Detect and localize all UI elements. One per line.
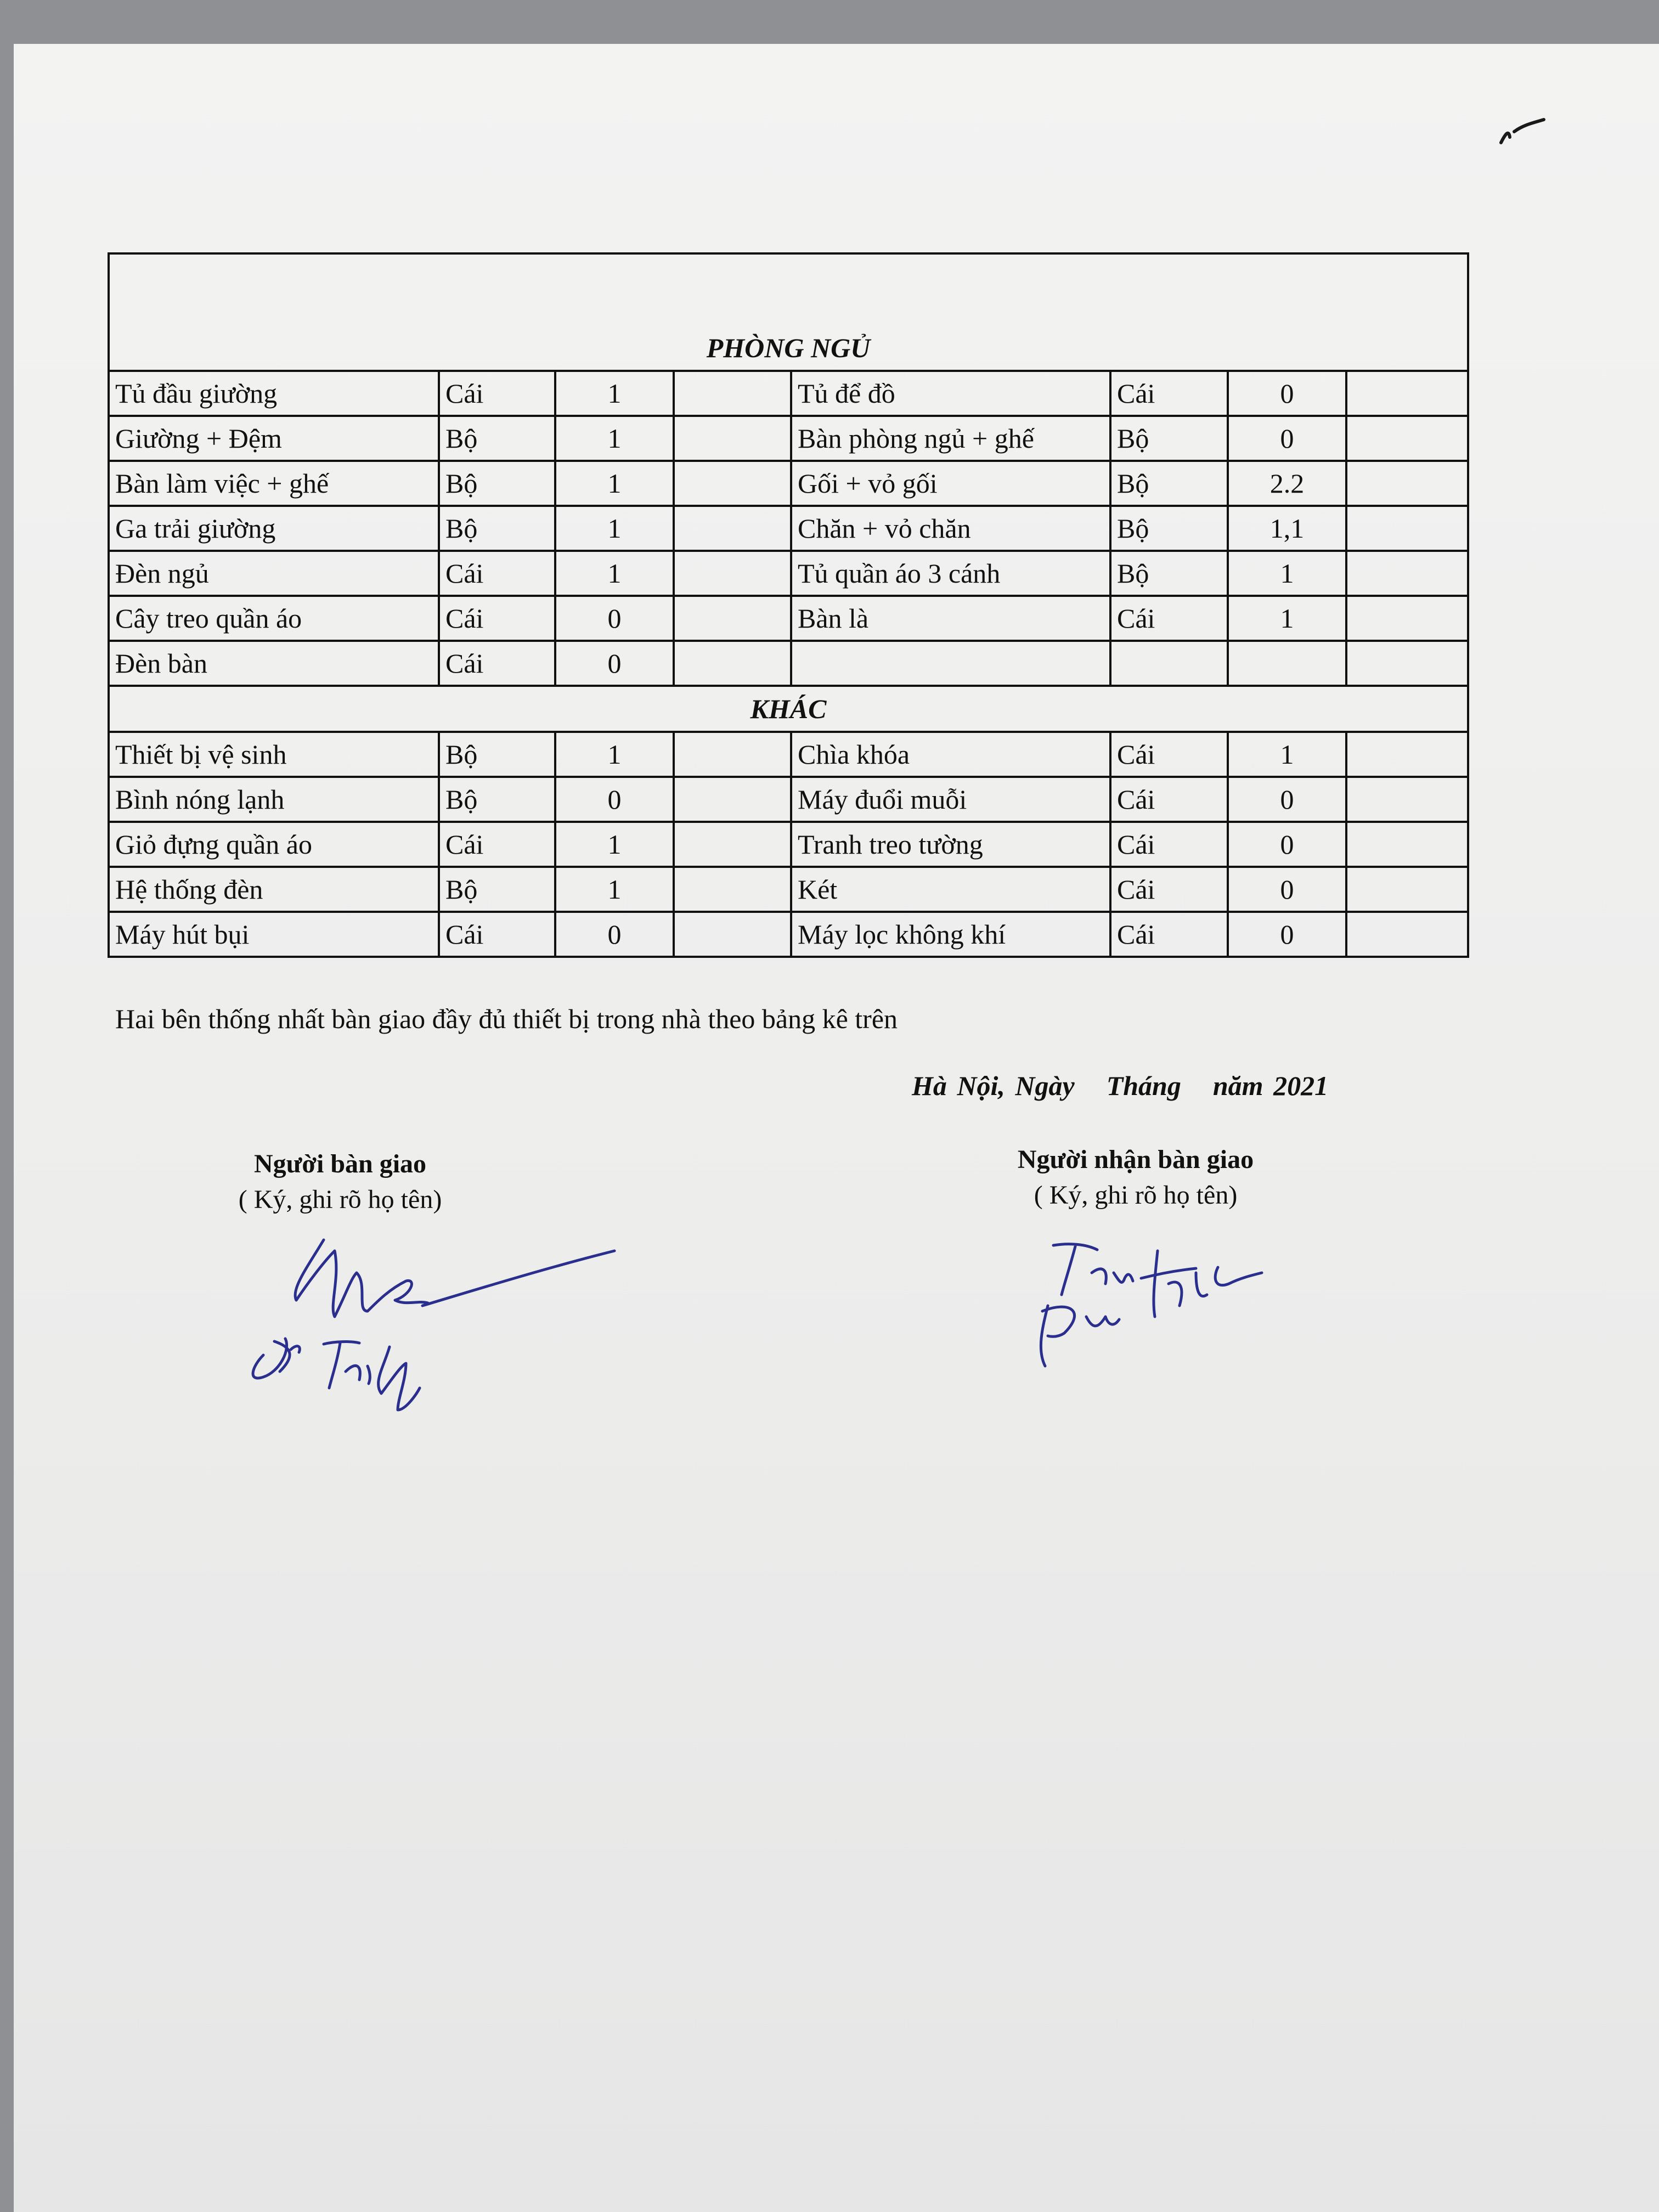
giver-role: Người bàn giao (253, 1149, 427, 1178)
right-item-cell (791, 641, 1110, 686)
left-unit-cell: Bộ (439, 416, 555, 461)
left-item-cell: Cây treo quần áo (109, 596, 439, 641)
right-unit-cell: Cái (1110, 371, 1228, 416)
right-note-cell (1346, 867, 1468, 912)
receiver-role: Người nhận bàn giao (1017, 1145, 1254, 1174)
left-note-cell (674, 867, 791, 912)
right-unit-cell: Cái (1110, 912, 1228, 957)
right-item-cell: Tủ quần áo 3 cánh (791, 551, 1110, 596)
left-qty-cell: 1 (555, 461, 674, 506)
left-note-cell (674, 777, 791, 822)
left-note-cell (674, 506, 791, 551)
left-item-cell: Bình nóng lạnh (109, 777, 439, 822)
left-note-cell (674, 641, 791, 686)
left-qty-cell: 1 (555, 732, 674, 777)
left-note-cell (674, 596, 791, 641)
left-unit-cell: Cái (439, 822, 555, 867)
date-month: Tháng (1106, 1070, 1181, 1101)
section-title: KHÁC (109, 686, 1468, 732)
right-unit-cell: Cái (1110, 822, 1228, 867)
giver-block (203, 1149, 477, 1215)
right-unit-cell: Bộ (1110, 416, 1228, 461)
table-row (109, 371, 1468, 416)
right-qty-cell: 0 (1228, 822, 1346, 867)
left-note-cell (674, 416, 791, 461)
left-qty-cell: 0 (555, 912, 674, 957)
left-item-cell: Đèn ngủ (109, 551, 439, 596)
left-qty-cell: 0 (555, 596, 674, 641)
table-row (109, 822, 1468, 867)
left-unit-cell: Bộ (439, 732, 555, 777)
right-note-cell (1346, 416, 1468, 461)
left-note-cell (674, 461, 791, 506)
inventory-table (108, 252, 1469, 958)
left-item-cell: Bàn làm việc + ghế (109, 461, 439, 506)
right-unit-cell: Cái (1110, 596, 1228, 641)
giver-signature (241, 1229, 625, 1437)
right-unit-cell: Bộ (1110, 551, 1228, 596)
left-unit-cell: Cái (439, 596, 555, 641)
right-item-cell: Bàn phòng ngủ + ghế (791, 416, 1110, 461)
date-place-day: Hà Nội, Ngày (912, 1070, 1075, 1101)
right-qty-cell: 1 (1228, 596, 1346, 641)
right-qty-cell: 0 (1228, 912, 1346, 957)
section-spacer-cell (109, 253, 1468, 326)
left-item-cell: Giỏ đựng quần áo (109, 822, 439, 867)
section-title: PHÒNG NGỦ (109, 326, 1468, 371)
date-line (912, 1070, 1328, 1102)
table-row (109, 777, 1468, 822)
left-item-cell: Máy hút bụi (109, 912, 439, 957)
left-qty-cell: 1 (555, 371, 674, 416)
right-item-cell: Két (791, 867, 1110, 912)
right-item-cell: Chăn + vỏ chăn (791, 506, 1110, 551)
right-note-cell (1346, 641, 1468, 686)
right-note-cell (1346, 777, 1468, 822)
right-unit-cell: Cái (1110, 867, 1228, 912)
right-note-cell (1346, 506, 1468, 551)
left-unit-cell: Cái (439, 551, 555, 596)
left-unit-cell: Cái (439, 641, 555, 686)
left-unit-cell: Bộ (439, 461, 555, 506)
left-qty-cell: 1 (555, 416, 674, 461)
right-qty-cell: 0 (1228, 371, 1346, 416)
left-unit-cell: Bộ (439, 777, 555, 822)
receiver-signature (1031, 1234, 1317, 1388)
right-unit-cell: Cái (1110, 777, 1228, 822)
date-year: năm 2021 (1212, 1070, 1329, 1101)
section-spacer-row (109, 253, 1468, 326)
giver-sign-hint: ( Ký, ghi rõ họ tên) (238, 1185, 442, 1214)
left-note-cell (674, 732, 791, 777)
left-qty-cell: 0 (555, 777, 674, 822)
table-row (109, 641, 1468, 686)
table-row (109, 506, 1468, 551)
right-item-cell: Máy đuổi muỗi (791, 777, 1110, 822)
left-item-cell: Ga trải giường (109, 506, 439, 551)
right-qty-cell: 0 (1228, 777, 1346, 822)
left-note-cell (674, 912, 791, 957)
left-note-cell (674, 551, 791, 596)
table-row (109, 416, 1468, 461)
right-qty-cell: 2.2 (1228, 461, 1346, 506)
right-qty-cell: 1 (1228, 551, 1346, 596)
table-row (109, 551, 1468, 596)
left-note-cell (674, 822, 791, 867)
left-qty-cell: 1 (555, 822, 674, 867)
right-note-cell (1346, 912, 1468, 957)
right-note-cell (1346, 551, 1468, 596)
right-unit-cell: Cái (1110, 732, 1228, 777)
left-qty-cell: 1 (555, 506, 674, 551)
left-qty-cell: 1 (555, 551, 674, 596)
left-item-cell: Giường + Đệm (109, 416, 439, 461)
right-item-cell: Tủ để đồ (791, 371, 1110, 416)
table-row (109, 732, 1468, 777)
left-unit-cell: Cái (439, 371, 555, 416)
left-unit-cell: Bộ (439, 506, 555, 551)
left-item-cell: Thiết bị vệ sinh (109, 732, 439, 777)
right-note-cell (1346, 461, 1468, 506)
left-unit-cell: Cái (439, 912, 555, 957)
right-note-cell (1346, 596, 1468, 641)
receiver-sign-hint: ( Ký, ghi rõ họ tên) (1034, 1181, 1238, 1210)
table-row (109, 596, 1468, 641)
corner-pen-mark (1498, 110, 1547, 148)
left-qty-cell: 1 (555, 867, 674, 912)
agreement-text: Hai bên thống nhất bàn giao đầy đủ thiết bị trong nhà theo bảng kê trên (115, 1003, 898, 1034)
table-row (109, 867, 1468, 912)
table-row (109, 461, 1468, 506)
right-item-cell: Bàn là (791, 596, 1110, 641)
right-item-cell: Máy lọc không khí (791, 912, 1110, 957)
section-header-row (109, 326, 1468, 371)
right-item-cell: Chìa khóa (791, 732, 1110, 777)
left-item-cell: Hệ thống đèn (109, 867, 439, 912)
right-qty-cell: 1,1 (1228, 506, 1346, 551)
right-note-cell (1346, 371, 1468, 416)
section-header-row (109, 686, 1468, 732)
left-qty-cell: 0 (555, 641, 674, 686)
right-qty-cell (1228, 641, 1346, 686)
right-unit-cell (1110, 641, 1228, 686)
right-unit-cell: Bộ (1110, 461, 1228, 506)
table-row (109, 912, 1468, 957)
left-unit-cell: Bộ (439, 867, 555, 912)
right-qty-cell: 1 (1228, 732, 1346, 777)
right-qty-cell: 0 (1228, 416, 1346, 461)
right-qty-cell: 0 (1228, 867, 1346, 912)
right-unit-cell: Bộ (1110, 506, 1228, 551)
right-note-cell (1346, 732, 1468, 777)
left-item-cell: Tủ đầu giường (109, 371, 439, 416)
right-note-cell (1346, 822, 1468, 867)
left-note-cell (674, 371, 791, 416)
right-item-cell: Gối + vỏ gối (791, 461, 1110, 506)
receiver-block (977, 1144, 1295, 1210)
right-item-cell: Tranh treo tường (791, 822, 1110, 867)
left-item-cell: Đèn bàn (109, 641, 439, 686)
